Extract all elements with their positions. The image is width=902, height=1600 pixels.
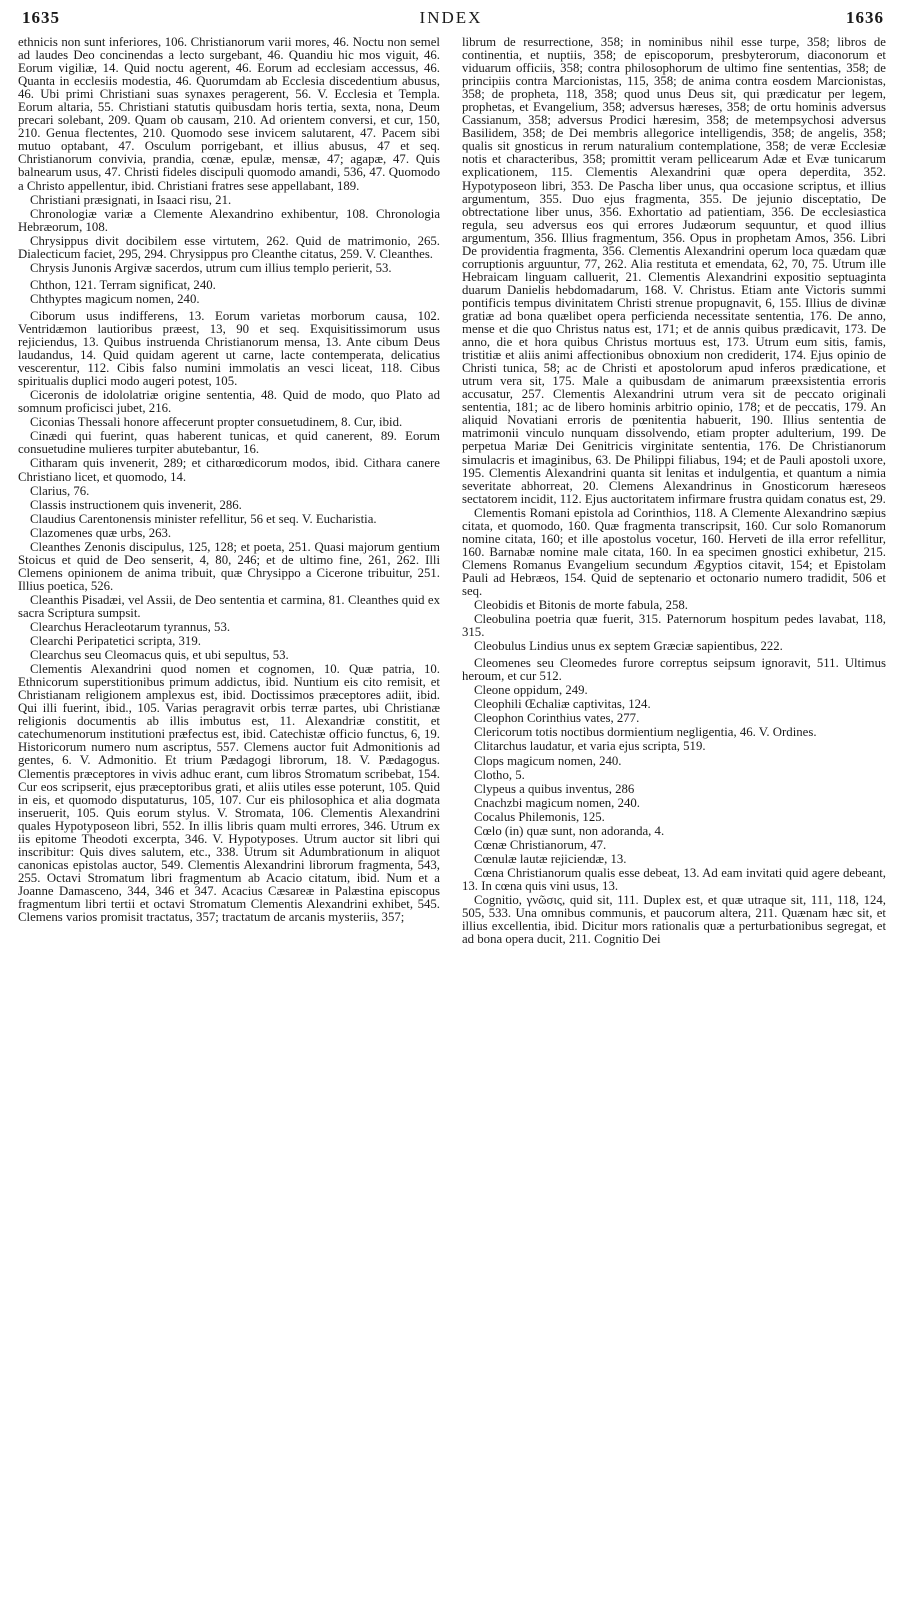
index-entry: Clearchi Peripatetici scripta, 319. xyxy=(30,634,201,649)
index-entry: Ciborum usus indifferens, 13. Eorum varietas morborum causa, 102. Ventridæmon lautioribus præest, 13, 90 et seq. Exquisitissimorum usus rejiciendus, 13. Quibus instruenda Christianorum mensa, 13. Ante cibum Deus laudandus, 14. Quid quidam agerent ut carne, lacte contemperata, delicatius vescerentur, 112. Cibis falso numini immolatis an vesci liceat, 118. Cibus spiritualis duplici modo augeri potest, 105. xyxy=(18,308,440,389)
page-number-right: 1636 xyxy=(846,8,884,27)
index-entry: Cleobulina poetria quæ fuerit, 315. Paternorum hospitum pedes lavabat, 118, 315. xyxy=(462,612,886,640)
index-entry: Ciconias Thessali honore affecerunt propter consuetudinem, 8. Cur, ibid. xyxy=(30,415,403,430)
index-entry: Cleanthes Zenonis discipulus, 125, 128; et poeta, 251. Quasi majorum gentium Stoicus et quid de Deo senserit, 4, 80, 246; et de ultimo fine, 261, 262. Illi Clemens opinionem de anima tribuit, quæ Chrysippo a Cicerone tribuitur, 251. Illius poetica, 526. xyxy=(18,539,440,593)
index-entry: Cleanthis Pisadæi, vel Assii, de Deo sententia et carmina, 81. Cleanthes quid ex sacra Scriptura sumpsit. xyxy=(18,592,440,620)
page-number-left: 1635 xyxy=(22,8,60,27)
index-entry: Clericorum totis noctibus dormientium negligentia, 46. V. Ordines. xyxy=(474,725,817,740)
index-entry: Clarius, 76. xyxy=(30,483,90,498)
index-entry: Clearchus Heracleotarum tyrannus, 53. xyxy=(30,620,231,635)
index-entry: Cleobulus Lindius unus ex septem Græciæ sapientibus, 222. xyxy=(474,639,783,654)
index-entry: Clitarchus laudatur, et varia ejus scripta, 519. xyxy=(474,739,706,754)
index-entry: Clementis Alexandrini quod nomen et cognomen, 10. Quæ patria, 10. Ethnicorum superstitionibus primum addictus, ibid. Nuntium eis cito remisit, et Christianam religionem amplexus est, ibid. Doctissimos præceptores adiit, ibid. Qui illi fuerint, ibid., 105. Varias peragravit orbis terræ partes, ubi Christianæ religionis documentis ab illis imbutus est, 11. Alexandriæ constitit, et catechumenorum institutioni præfectus est, ibid. Catechistæ officio functus, 6, 19. Historicorum numero num ascriptus, 557. Clemens auctor fuit Admonitionis ad gentes, 6. V. Admonitio. Et trium Pædagogi librorum, 18. V. Pædagogus. Clementis præceptores in vivis adhuc erant, cum libros Stromatum scribebat, 154. Cur eos scripserit, ejus præceptoribus grati, et aliis utiles esse poterunt, 105. Quid in eis, et quomodo disputaturus, 105, 107. Cur eis philosophica et alia dogmata inseruerit, 105. Quis eorum stylus. V. Stromata, 106. Clementis Alexandrini quales Hypotyposeon libri, 552. In illis libris quam multi errores, 346. Utrum ex iis epitome Theodoti excerpta, 346. V. Hypotyposes. Utrum auctor sit libri qui inscribitur: Quis dives salutem, etc., 338. Utrum sit Adumbrationum in aliquot canonicas epistolas auctor, 549. Clementis Alexandrini librorum fragmenta, 543, 255. Octavi Stromatum libri fragmentum ab Acacio citatum, ibid. Num et a Joanne Damasceno, 344, 346 et 347. Acacius Cæsareæ in Palæstina episcopus fragmentum libri tertii et octavi Stromatum Clementis Alexandrini exhibet, 545. Clemens varios promisit tractatus, 357; tractatum de arcanis mysteriis, 357; xyxy=(18,662,440,925)
index-entry: Clypeus a quibus inventus, 286 xyxy=(474,781,635,796)
index-entry: Classis instructionem quis invenerit, 286. xyxy=(30,497,242,512)
right-column xyxy=(462,36,886,947)
index-entry: Cœna Christianorum qualis esse debeat, 13. Ad eam invitati quid agere debeant, 13. In cœna quis vini usus, 13. xyxy=(462,865,886,893)
index-entry: Cœnæ Christianorum, 47. xyxy=(474,837,607,852)
index-entry: Chrysippus divit docibilem esse virtutem, 262. Quid de matrimonio, 265. Dialecticum faciet, 295, 294. Chrysippus pro Cleanthe citatus, 259. V. Cleanthes. xyxy=(18,233,440,261)
index-entry: Cognitio, γνῶσις, quid sit, 111. Duplex est, et quæ utraque sit, 111, 118, 124, 505, 533. Una omnibus communis, et paucorum altera, 211. Quænam hæc sit, et illius excellentia, ibid. Dicitur mors rationalis quæ a perturbationibus segregat, et ad bona opera ducit, 211. Cognitio Dei xyxy=(462,893,886,947)
index-entry: Cleobidis et Bitonis de morte fabula, 258. xyxy=(474,598,688,613)
page-header xyxy=(0,8,902,38)
index-entry: Chronologiæ variæ a Clemente Alexandrino exhibentur, 108. Chronologia Hebræorum, 108. xyxy=(18,206,440,234)
index-entry: Cleophon Corinthius vates, 277. xyxy=(474,711,640,726)
index-entry: Claudius Carentonensis minister refellitur, 56 et seq. V. Eucharistia. xyxy=(30,511,377,526)
index-entry: Christiani præsignati, in Isaaci risu, 21. xyxy=(30,192,232,207)
left-column xyxy=(18,36,440,925)
index-entry: Cleone oppidum, 249. xyxy=(474,683,588,698)
index-entry: librum de resurrectione, 358; in nominibus nihil esse turpe, 358; libros de continentia, et nuptiis, 358; de episcoporum, presbyterorum, diaconorum et viduarum officiis, 358; contra philosophorum de ultimo fine sententias, 358; de principiis contra Marcionistas, 115, 358; de anima contra eosdem Marcionistas, 358; de propheta, 118, 358; quod unus Deus sit, qui prædicatur per legem, prophetas, et Evangelium, 358; adversus hæreses, 358; de ortu hominis adversus Cassianum, 358; adversus Prodici hæresim, 358; de metempsychosi adversus Basilidem, 358; de Dei membris allegorice intelligendis, 358; de angelis, 358; qualis sit gnosticus in rerum naturalium contemplatione, 358; de veræ Ecclesiæ notis et characteribus, 358; promittit veram pellicearum Adæ et Evæ tunicarum explicationem, 115. Clementis Alexandrini quæ opera deperdita, 352. Hypotyposeon libri, 353. De Pascha liber unus, qua occasione scriptus, et illius argumentum, 355. Duo ejus fragmenta, 355. De jejunio disceptatio, De obtrectatione liber unus, 356. Exhortatio ad patientiam, 356. De ecclesiastica regula, seu adversus eos qui errores Judæorum sequuntur, et quod illius argumentum, 356. Illius fragmentum, 356. Opus in prophetam Amos, 356. Libri De providentia fragmenta, 356. Clementis Alexandrini operum loca quædam quæ corruptionis arguuntur, 77, 262. Alia restituta et emendata, 62, 70, 75. Utrum ille Hebraicam linguam calluerit, 21. Clementis Alexandrini expositio septuaginta duarum Danielis hebdomadarum, 168. V. Christus. Etiam ante Victoris summi pontificis tempus divinitatem Christi strenue propugnavit, 6, 155. Illius de divinæ gratiæ ad bona quælibet opera perficienda necessitate sententia, 176. De anno, mense et die quo Christus natus est, 171; et de annis quibus prædicavit, 173. De anno, die et hora quibus Christus mortuus est, 173. Utrum eum sitis, famis, tristitiæ et aliis animi affectionibus obnoxium non crediderit, 174. Ejus opinio de Christi tunica, 58; ac de Christi et apostolorum apud inferos prædicatione, et utrum vera sit, 175. Male a quibusdam de animarum præexsistentia erroris accusatur, 257. Clementis Alexandrini utrum vera sit de peccato originali sententia, 181; ac de libero hominis arbitrio opinio, 178; et de peccatis, 179. An aliquid Novatiani erroris de pœnitentia habuerit, 190. Illius sententia de matrimonii vinculo nunquam dissolvendo, etiam propter adulterium, 199. De perpetua Mariæ Dei Genitricis virginitate sententia, 176. De Christianorum simulacris et imaginibus, 63. De Philippi filiabus, 194; et de Pauli apostoli uxore, 195. Clementis Alexandrini quanta sit lenitas et indulgentia, et quantum a nimia severitate abhorreat, 20. Clemens Alexandrinus in Gnosticorum hæreseos sectatorem incidit, 112. Ejus auctoritatem infirmare frustra quidam conatus est, 29. xyxy=(462,35,886,506)
index-entry: Cnachzbi magicum nomen, 240. xyxy=(474,795,640,810)
index-entry: Cleomenes seu Cleomedes furore correptus seipsum ignoravit, 511. Ultimus heroum, et cur 512. xyxy=(462,656,886,684)
index-entry: Ciceronis de idololatriæ origine sententia, 48. Quid de modo, quo Plato ad somnum proficisci jubet, 216. xyxy=(18,388,440,416)
index-entry: Clearchus seu Cleomacus quis, et ubi sepultus, 53. xyxy=(30,648,289,663)
index-entry: Citharam quis invenerit, 289; et citharœdicorum modos, ibid. Cithara canere Christiano licet, et quomodo, 14. xyxy=(18,456,440,484)
index-entry: Cinædi qui fuerint, quas haberent tunicas, et quid canerent, 89. Eorum consuetudine mulieres turpiter abutebantur, 16. xyxy=(18,429,440,457)
index-entry: Clementis Romani epistola ad Corinthios, 118. A Clemente Alexandrino sæpius citata, et quomodo, 160. Quæ fragmenta transcripsit, 160. Cur solo Romanorum nomine citata, 160; et ille apostolus vocetur, 160. Herveti de illa error refellitur, 160. Barnabæ nomine male citata, 160. In ea specimen gnostici exhibetur, 215. Clemens Romanus Evangelium secundum Ægyptios citavit, 154; et Epistolam Pauli ad Hebræos, 154. Quid de septenario et octonario numero tradidit, 506 et seq. xyxy=(462,505,886,598)
index-entry: Cœnulæ lautæ rejiciendæ, 13. xyxy=(474,851,627,866)
index-entry: Cleophili Œchaliæ captivitas, 124. xyxy=(474,697,651,712)
index-entry: Chthyptes magicum nomen, 240. xyxy=(30,291,200,306)
index-entry: Clotho, 5. xyxy=(474,767,525,782)
index-entry: Clazomenes quæ urbs, 263. xyxy=(30,525,172,540)
index-entry: Chthon, 121. Terram significat, 240. xyxy=(30,277,216,292)
index-entry: Cœlo (in) quæ sunt, non adoranda, 4. xyxy=(474,823,665,838)
page-title: INDEX xyxy=(419,8,483,27)
index-entry: Cocalus Philemonis, 125. xyxy=(474,809,605,824)
index-entry: Chrysis Junonis Argivæ sacerdos, utrum cum illius templo perierit, 53. xyxy=(30,260,392,275)
index-entry: Clops magicum nomen, 240. xyxy=(474,753,622,768)
index-entry: ethnicis non sunt inferiores, 106. Christianorum varii mores, 46. Noctu non semel ad laudes Deo concinendas a lecto surgebant, 46. Quandiu hic mos viguit, 46. Eorum vigiliæ, 14. Quid noctu agerent, 46. Eorum ad ecclesiam accessus, 46. Quanta in ecclesiis modestia, 46. Quorumdam ab Ecclesia discedentium abusus, 46. Ubi primi Christiani suas synaxes peragerent, 56. V. Ecclesia et Templa. Eorum altaria, 55. Christiani statutis quibusdam horis tertia, sexta, nona, Deum precari solebant, 209. Quam ob causam, 210. Ad orientem conversi, et cur, 150, 210. Genua flectentes, 210. Quomodo sese invicem salutarent, 47. Pacem sibi mutuo optabant, 47. Osculum porrigebant, et illius abusus, 47 et seq. Christianorum convivia, prandia, cœnæ, epulæ, mensæ, 47; agapæ, 47. Quis balnearum usus, 47. Christi fideles discipuli quomodo amandi, 536, 47. Quomodo a Christo appellentur, ibid. Christiani fratres sese appellabant, 189. xyxy=(18,35,440,193)
